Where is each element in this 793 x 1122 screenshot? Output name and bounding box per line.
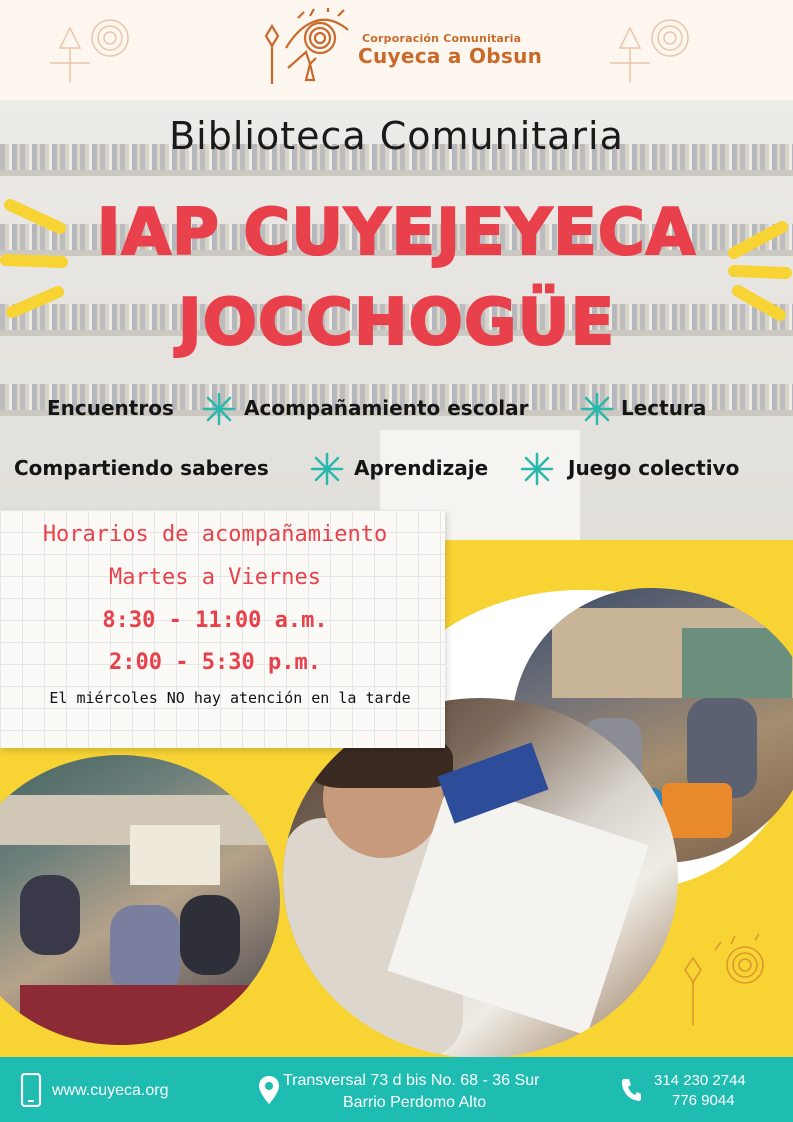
website-link[interactable]: www.cuyeca.org: [52, 1082, 169, 1099]
photo-classroom-children: [0, 755, 280, 1045]
header: [0, 0, 793, 100]
footer: [0, 1057, 793, 1122]
activities-row-2: [0, 456, 793, 492]
address-line2: Barrio Perdomo Alto: [343, 1094, 487, 1111]
organization-name: Cuyeca a Obsun: [358, 44, 543, 68]
sparkle-star-icon: [520, 452, 554, 486]
mobile-phone-icon: [20, 1073, 42, 1107]
schedule-note: El miércoles NO hay atención en la tarde: [49, 689, 411, 707]
schedule-afternoon-hours: 2:00 - 5:30 p.m.: [109, 650, 321, 675]
spiral-sun-decoration-icon: [675, 930, 785, 1030]
activity-item: Compartiendo saberes: [14, 456, 269, 480]
activity-item: Acompañamiento escolar: [244, 396, 529, 420]
activity-item: Encuentros: [47, 396, 174, 420]
spiral-sun-decoration-icon: [40, 8, 150, 88]
telephone-icon: [620, 1077, 642, 1103]
schedule-morning-hours: 8:30 - 11:00 a.m.: [102, 608, 328, 633]
spiral-sun-decoration-icon: [600, 8, 710, 88]
photo-girl-drawing: [283, 698, 678, 1058]
page-title: Biblioteca Comunitaria: [169, 114, 624, 158]
library-name-line1: IAP CUYEJEYECA: [96, 196, 697, 270]
activity-item: Lectura: [621, 396, 707, 420]
location-pin-icon: [258, 1075, 280, 1105]
sparkle-star-icon: [580, 392, 614, 426]
activity-item: Aprendizaje: [354, 456, 489, 480]
phone-number-1[interactable]: 314 230 2744: [654, 1072, 746, 1089]
library-name-line2: JOCCHOGÜE: [177, 286, 616, 360]
activity-item: Juego colectivo: [568, 456, 740, 480]
phone-number-2[interactable]: 776 9044: [672, 1092, 735, 1109]
schedule-title: Horarios de acompañamiento: [42, 522, 388, 547]
sparkle-star-icon: [202, 392, 236, 426]
cuyeca-logo-icon: [258, 8, 353, 88]
organization-subtitle: Corporación Comunitaria: [362, 32, 522, 45]
sparkle-star-icon: [310, 452, 344, 486]
schedule-days: Martes a Viernes: [109, 565, 321, 590]
schedule-card: [0, 510, 445, 748]
organization-logo: [258, 8, 558, 88]
address-line1: Transversal 73 d bis No. 68 - 36 Sur: [283, 1072, 540, 1089]
activities-row-1: [0, 396, 793, 432]
